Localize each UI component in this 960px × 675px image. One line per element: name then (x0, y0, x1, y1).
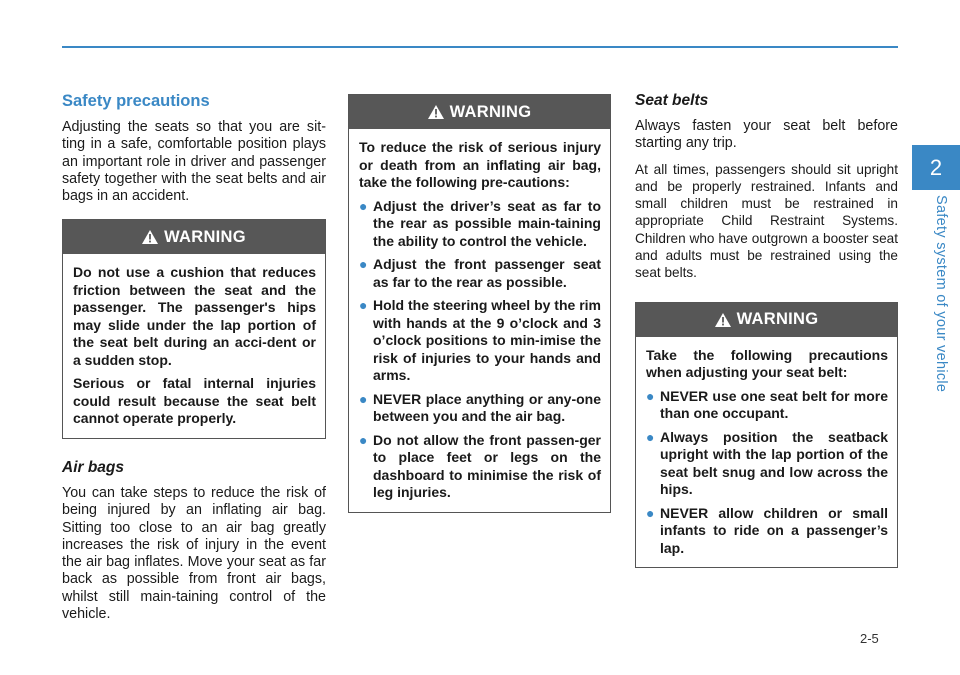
warning-header (349, 95, 610, 129)
warning-bullet (646, 388, 888, 423)
warning-bullet (359, 256, 601, 291)
warning-box-seat-belt (635, 302, 898, 569)
seat-belts-heading: Seat belts (635, 92, 709, 109)
bullet-text: Do not allow the front passen-ger to place feet or legs on the dashboard to minimise the risk of leg injuries. (373, 431, 601, 500)
warning-bullet (646, 505, 888, 558)
header-rule (62, 46, 898, 48)
bullet-text: Always position the seatback upright with the lap portion of the seat belt snug and low across the hips. (660, 428, 888, 498)
warning-triangle-icon (715, 313, 731, 327)
bullet-text: Adjust the front passenger seat as far to the rear as possible. (373, 256, 601, 290)
chapter-tab: 2 (912, 145, 960, 190)
bullet-dot-icon: ● (646, 428, 655, 445)
warning-text: Do not use a cushion that reduces friction between the seat and the passenger. The passenger's hips may slide under the lap portion of the seat belt during an acci-dent or a sudden stop. (73, 264, 316, 368)
chapter-title: Safety system of your vehicle (933, 195, 949, 393)
air-bags-text: You can take steps to reduce the risk of being injured by an inflating air bag. Sitting too close to an air bag greatly increases the risk of injury in the event the air bag inflates. Move your seat as far back as possible from front air bags, whilst still main-taining control of the vehicle. (62, 484, 326, 623)
warning-header (63, 220, 325, 254)
left-column (62, 92, 326, 631)
middle-column (348, 94, 611, 513)
bullet-text: NEVER place anything or any-one between you and the air bag. (373, 390, 601, 424)
warning-label: WARNING (736, 310, 819, 329)
page-number: 2-5 (860, 631, 879, 646)
bullet-text: Hold the steering wheel by the rim with hands at the 9 o’clock and 3 o’clock positions to min-imise the risk of injuries to your hands and arms. (373, 297, 601, 383)
bullet-dot-icon: ● (359, 297, 368, 313)
safety-precautions-text: Adjusting the seats so that you are sit-ting in a safe, comfortable position plays an important role in driver and passenger safety together with the seat belts and air bags in an accident. (62, 119, 326, 205)
warning-bullet (359, 297, 601, 385)
bullet-dot-icon: ● (646, 387, 655, 404)
warning-bullet (359, 391, 601, 426)
right-column (635, 92, 898, 568)
warning-box-airbag (348, 94, 611, 513)
warning-bullet (359, 198, 601, 251)
warning-triangle-icon (428, 105, 444, 119)
warning-intro: To reduce the risk of serious injury or death from an inflating air bag, take the following pre-cautions: (359, 139, 601, 190)
bullet-dot-icon: ● (646, 504, 655, 521)
air-bags-heading: Air bags (62, 458, 125, 476)
bullet-dot-icon: ● (359, 256, 368, 272)
warning-triangle-icon (142, 230, 158, 244)
bullet-text: NEVER use one seat belt for more than one occupant. (660, 387, 888, 422)
warning-bullet (646, 429, 888, 499)
seat-belts-text: At all times, passengers should sit upright and be properly restrained. Infants and small children must be restrained in appropriate Child Restraint Systems. Children who have outgrown a booster seat and adults must be restrained using the seat belts. (635, 161, 898, 281)
warning-header (636, 303, 897, 337)
bullet-text: NEVER allow children or small infants to ride on a passenger’s lap. (660, 504, 888, 556)
seat-belts-text: Always fasten your seat belt before starting any trip. (635, 118, 898, 152)
safety-precautions-heading: Safety precautions (62, 92, 210, 110)
bullet-text: Adjust the driver’s seat as far to the rear as possible main-taining the ability to control the vehicle. (373, 197, 601, 249)
warning-label: WARNING (449, 102, 532, 121)
bullet-dot-icon: ● (359, 431, 368, 448)
warning-box-cushion (62, 219, 326, 439)
bullet-dot-icon: ● (359, 197, 368, 214)
warning-label: WARNING (164, 227, 246, 246)
bullet-dot-icon: ● (359, 390, 368, 407)
warning-bullet (359, 432, 601, 502)
warning-intro: Take the following precautions when adjusting your seat belt: (646, 346, 888, 381)
warning-text: Serious or fatal internal injuries could result because the seat belt cannot operate properly. (73, 375, 316, 427)
